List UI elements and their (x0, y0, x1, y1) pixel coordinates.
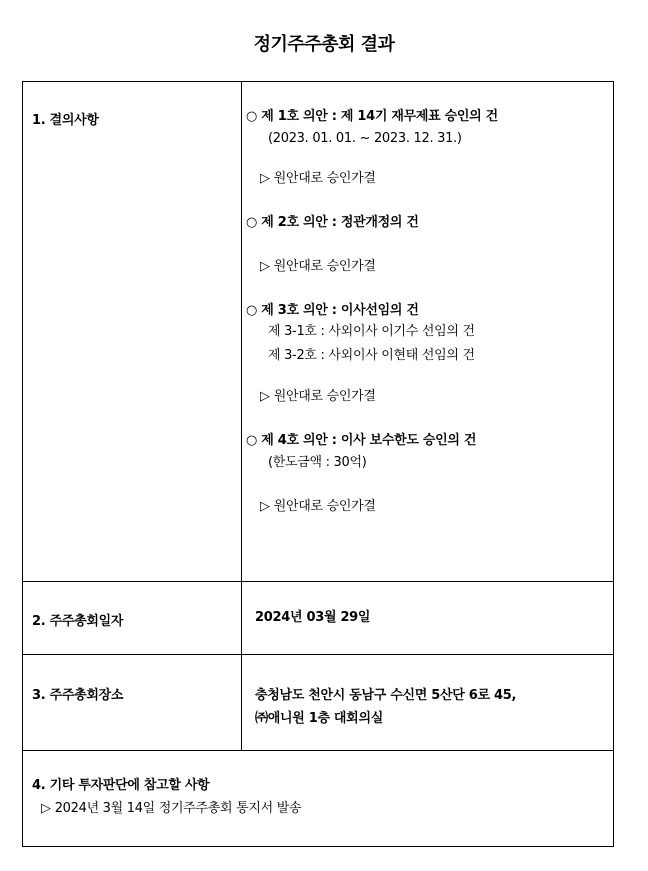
agenda-item (246, 432, 613, 516)
meeting-place-row (23, 655, 614, 751)
triangle-icon: ▷ (41, 801, 51, 816)
other-info-note: ▷ 2024년 3월 14일 정기주주총회 통지서 발송 (32, 799, 613, 819)
resolutions-label: 1. 결의사항 (23, 82, 242, 582)
triangle-icon: ▷ (260, 499, 270, 514)
agenda-result: ▷ 원안대로 승인가결 (260, 389, 376, 404)
other-info-cell (23, 751, 614, 847)
agenda-result: ▷ 원안대로 승인가결 (260, 499, 376, 514)
agenda-detail: (2023. 01. 01. ~ 2023. 12. 31.) (268, 131, 462, 146)
agenda-heading: ○ 제 3호 의안 : 이사선임의 건 (246, 303, 419, 318)
meeting-place-value (242, 655, 614, 751)
agenda-detail: (한도금액 : 30억) (268, 455, 367, 470)
agenda-item (246, 108, 613, 188)
circle-icon: ○ (246, 303, 258, 318)
meeting-place-line2: ㈜애니원 1층 대회의실 (255, 711, 383, 726)
meeting-date-row (23, 582, 614, 655)
other-info-row (23, 751, 614, 847)
agenda-result: ▷ 원안대로 승인가결 (260, 171, 376, 186)
triangle-icon: ▷ (260, 171, 270, 186)
agenda-heading: ○ 제 2호 의안 : 정관개정의 건 (246, 215, 419, 230)
meeting-date-label: 2. 주주총회일자 (23, 582, 242, 655)
meeting-date-value: 2024년 03월 29일 (242, 582, 614, 655)
result-table (22, 81, 614, 847)
agenda-result: ▷ 원안대로 승인가결 (260, 259, 376, 274)
agenda-item (246, 302, 613, 406)
circle-icon: ○ (246, 215, 258, 230)
agenda-detail: 제 3-2호 : 사외이사 이현태 선임의 건 (268, 348, 475, 363)
other-info-label: 4. 기타 투자판단에 참고할 사항 (32, 778, 210, 793)
agenda-item (246, 214, 613, 276)
triangle-icon: ▷ (260, 389, 270, 404)
page-title: 정기주주총회 결과 (253, 34, 395, 55)
circle-icon: ○ (246, 109, 258, 124)
resolutions-row (23, 82, 614, 582)
agenda-heading: ○ 제 1호 의안 : 제 14기 재무제표 승인의 건 (246, 109, 498, 124)
resolutions-cell (242, 82, 614, 582)
agenda-detail: 제 3-1호 : 사외이사 이기수 선임의 건 (268, 324, 475, 339)
triangle-icon: ▷ (260, 259, 270, 274)
circle-icon: ○ (246, 433, 258, 448)
meeting-place-line1: 충청남도 천안시 동남구 수신면 5산단 6로 45, (255, 688, 517, 703)
meeting-place-label: 3. 주주총회장소 (23, 655, 242, 751)
agenda-heading: ○ 제 4호 의안 : 이사 보수한도 승인의 건 (246, 433, 477, 448)
